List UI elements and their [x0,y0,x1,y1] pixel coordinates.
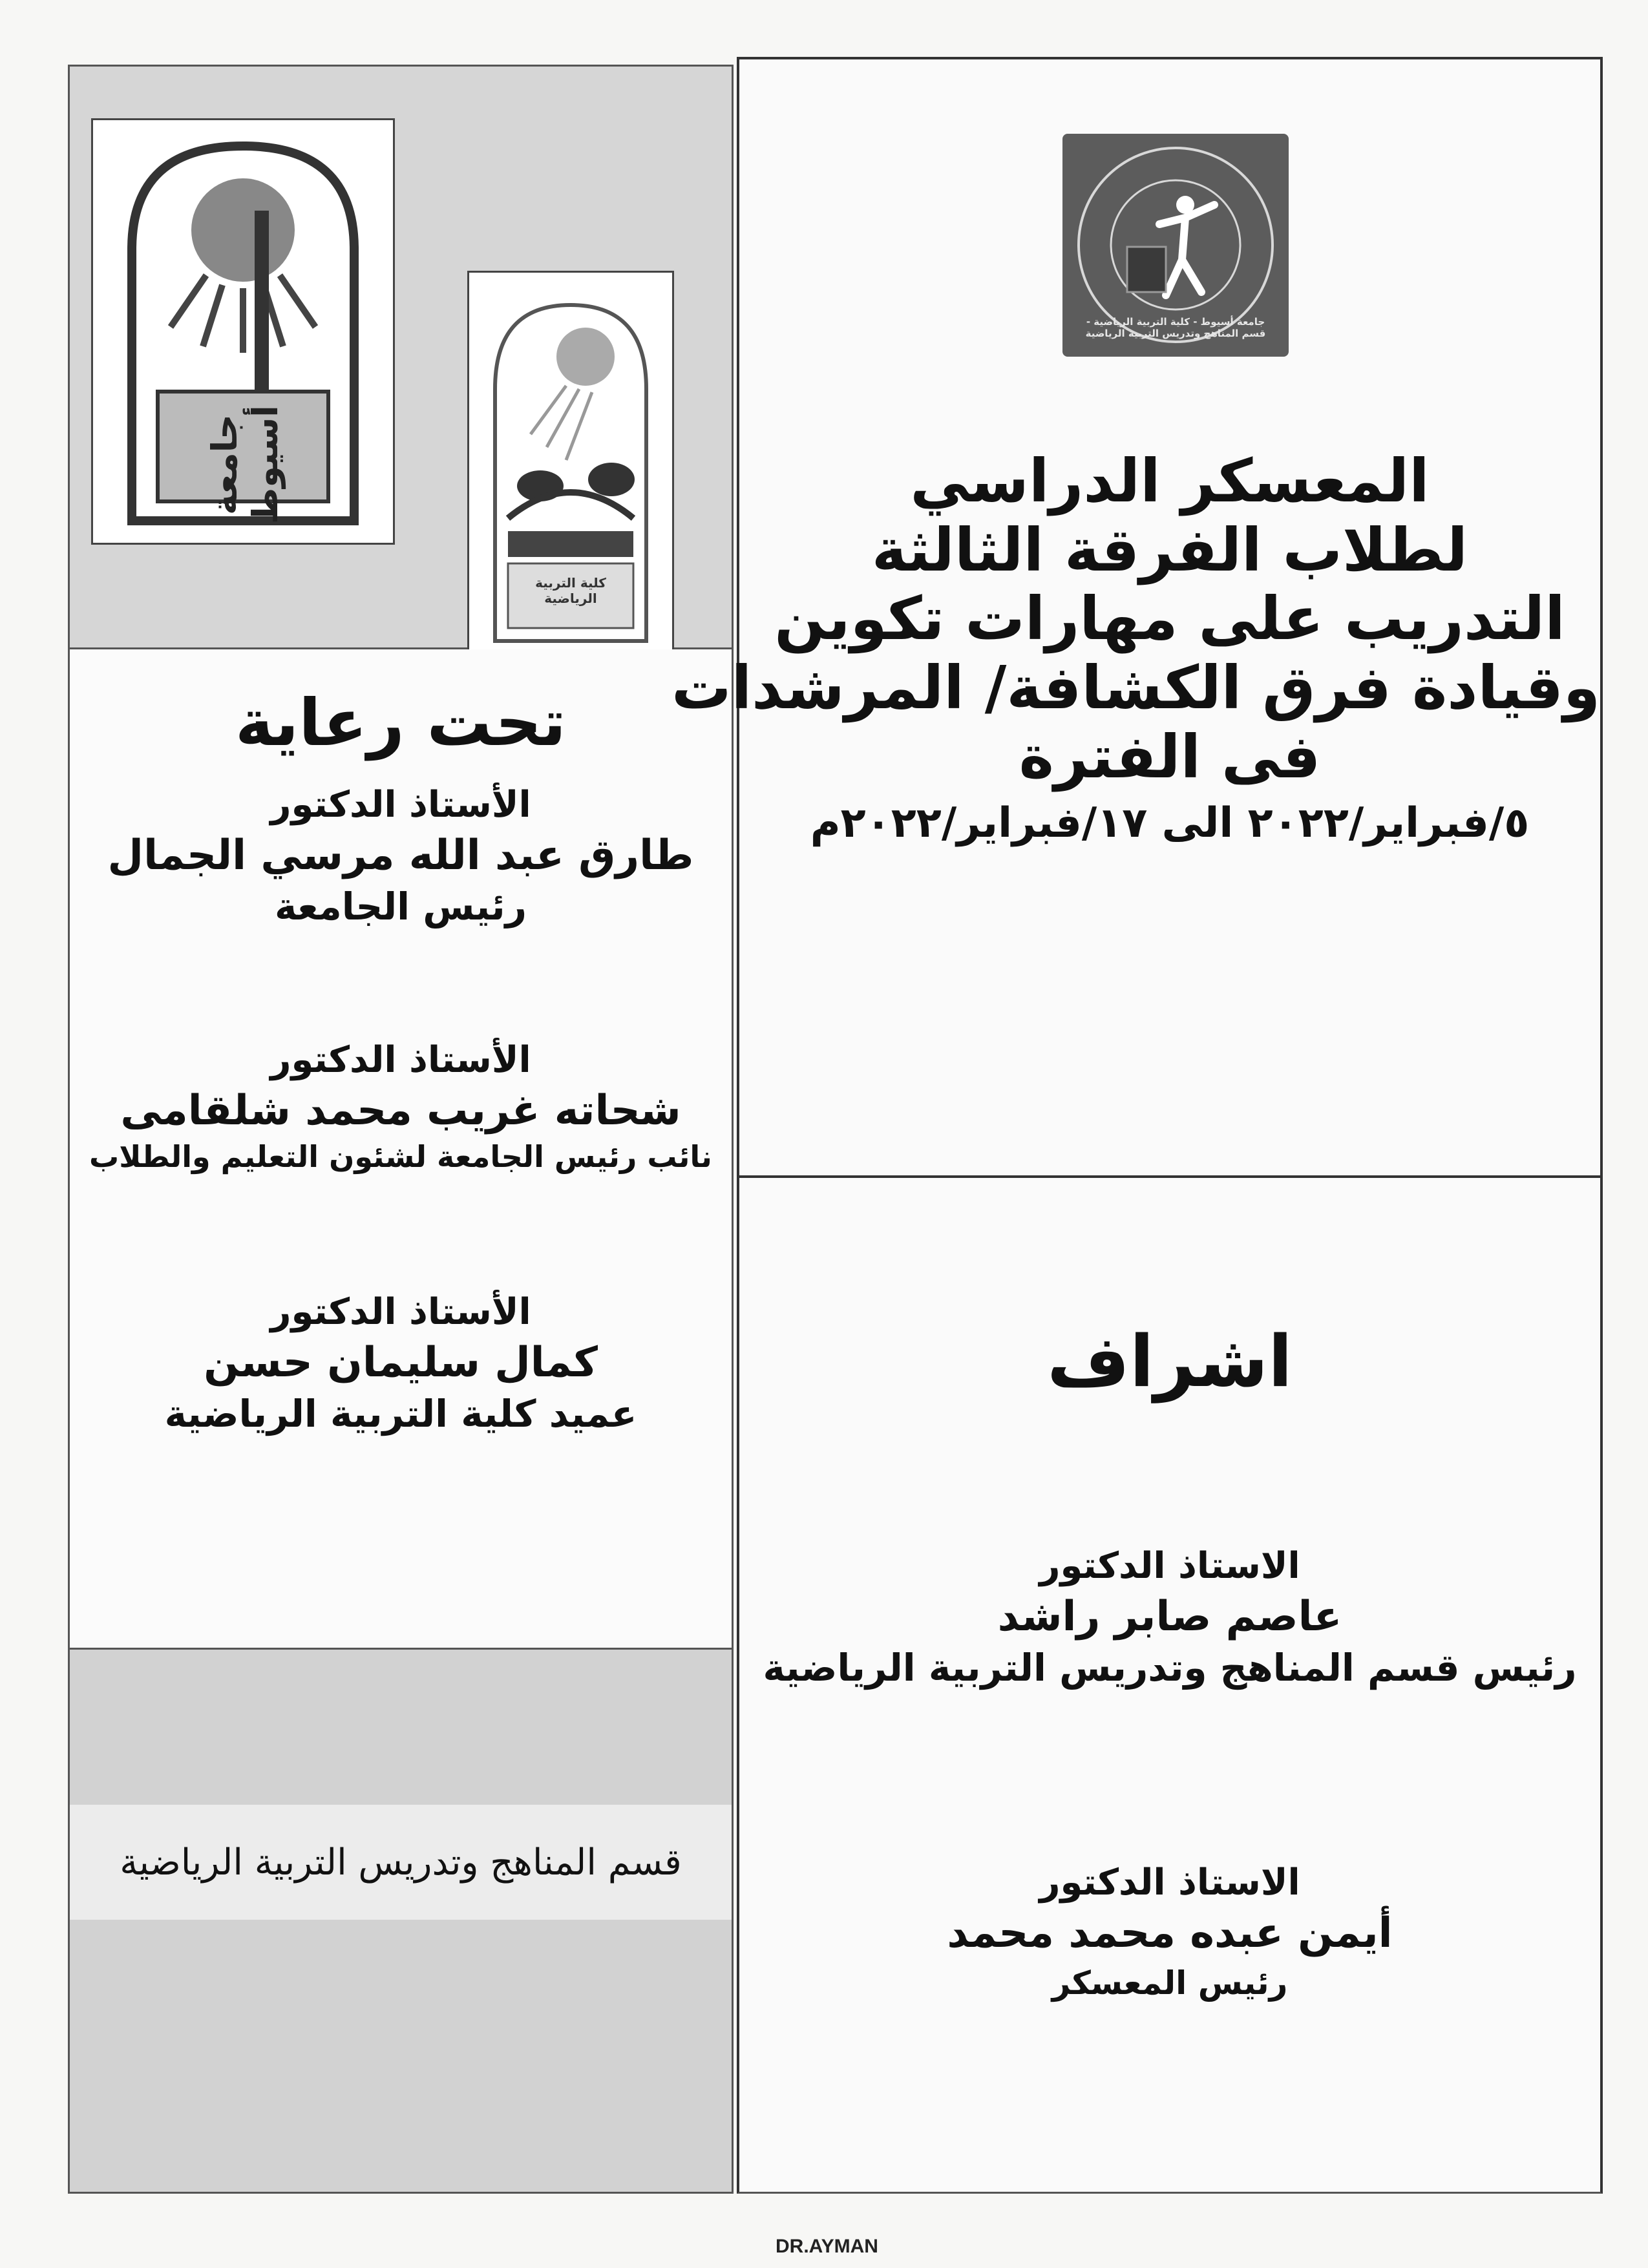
university-logo [91,118,395,545]
faculty-logo [467,271,674,658]
department-logo-ring-text: جامعة أسيوط - كلية التربية الرياضية - قسم المناهج وتدريس التربية الرياضية [1085,316,1266,339]
supervisor-2-role: الاستاذ الدكتور [1039,1862,1300,1904]
department-band-text: قسم المناهج وتدريس التربية الرياضية [120,1841,682,1884]
department-panel [68,1648,734,2194]
patron-2-position: نائب رئيس الجامعة لشئون التعليم والطلاب [89,1139,712,1174]
patron-2-role: الأستاذ الدكتور [270,1039,531,1081]
supervisor-2-name: أيمن عبده محمد محمد [947,1909,1393,1957]
supervisor-2-position: رئيس المعسكر [1051,1964,1288,2002]
supervision-heading: اشراف [1047,1320,1293,1403]
patron-3-role: الأستاذ الدكتور [270,1291,531,1333]
patron-3-name: كمال سليمان حسن [204,1338,598,1387]
campaign-title-line-2: لطلاب الفرقة الثالثة [871,515,1468,585]
campaign-title-line-4: وقيادة فرق الكشافة/ المرشدات [671,653,1600,723]
department-logo [1062,134,1289,357]
patronage-panel [68,649,734,1648]
patron-2-name: شحاته غريب محمد شلقامى [120,1086,681,1135]
patron-3-position: عميد كلية التربية الرياضية [164,1391,637,1436]
faculty-logo-text: كلية التربية الرياضية [535,575,606,606]
department-band [70,1805,732,1920]
supervisor-1-role: الاستاذ الدكتور [1039,1545,1300,1587]
campaign-title-line-5: فى الفترة [1019,722,1321,792]
university-logo-text: جامعة أسيوط [204,405,286,524]
supervisor-1-position: رئيس قسم المناهج وتدريس التربية الرياضية [763,1645,1577,1690]
supervisor-1-name: عاصم صابر راشد [997,1592,1342,1641]
campaign-date-range: ٥/فبراير/٢٠٢٢ الى ١٧/فبراير/٢٠٢٢م [810,799,1530,847]
patron-1-position: رئيس الجامعة [274,884,527,929]
supervision-panel [737,1178,1603,2194]
patron-1-role: الأستاذ الدكتور [270,784,531,826]
campaign-title-line-1: المعسكر الدراسي [910,446,1430,516]
footer-signature: DR.AYMAN [776,2236,878,2257]
campaign-title-line-3: التدريب على مهارات تكوين [774,584,1565,654]
patron-1-name: طارق عبد الله مرسي الجمال [107,831,694,879]
logos-panel [68,65,734,649]
campaign-panel [671,57,1603,1178]
patronage-heading: تحت رعاية [235,685,566,761]
